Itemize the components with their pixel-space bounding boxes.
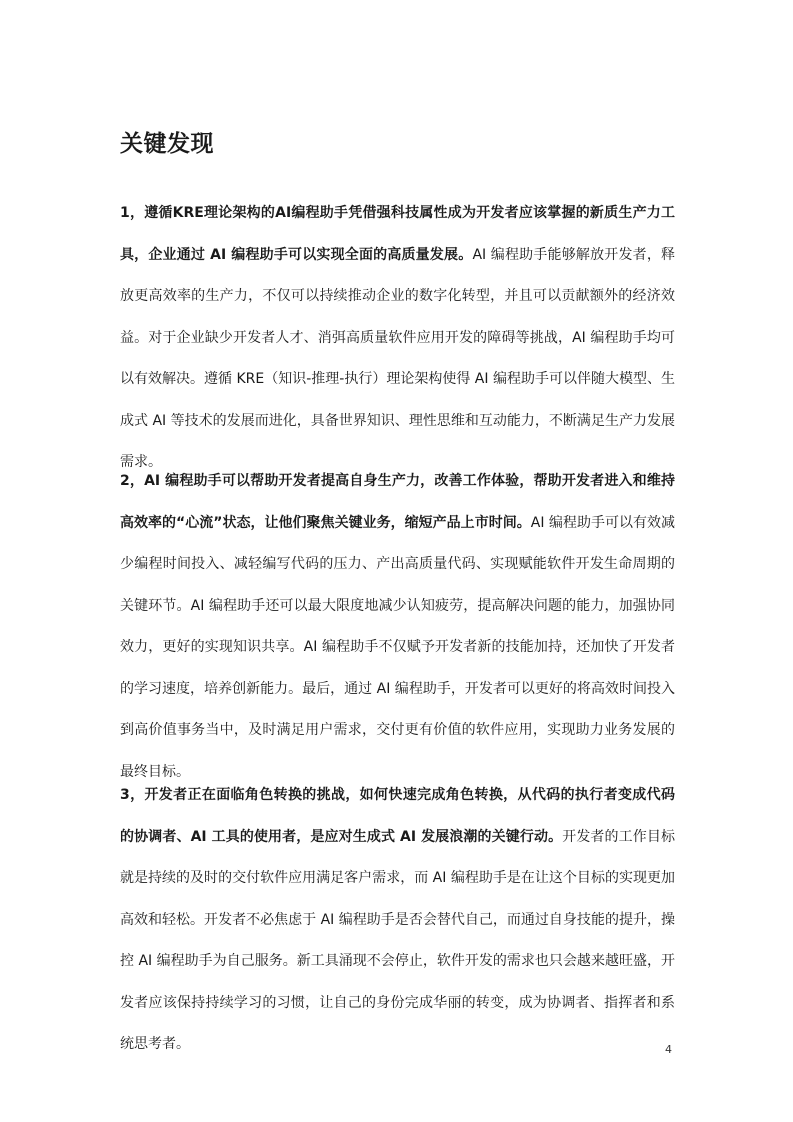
finding-number-3: 3， [120, 787, 145, 803]
finding-lead-2: AI 编程助手可以帮助开发者提高自身生产力，改善工作体验，帮助开发者进入和维持高效率的“心流”状态，让他们聚焦关键业务，缩短产品上市时间。 [120, 473, 675, 531]
finding-body-3: 开发者的工作目标就是持续的及时的交付软件应用满足客户需求，而 AI 编程助手是在让这个目标的实现更加高效和轻松。开发者不必焦虑于 AI 编程助手是否会替代自己，而通过自身技能的提升，操控 AI 编程助手为自己服务。新工具涌现不会停止，软件开发的需求也只会越来越旺盛，开发者应该保持持续学习的习惯，让自己的身份完成华丽的转变，成为协调者、指挥者和系统思考者。 [120, 828, 675, 1052]
finding-lead-3: 开发者正在面临角色转换的挑战，如何快速完成角色转换，从代码的执行者变成代码的协调者、AI 工具的使用者，是应对生成式 AI 发展浪潮的关键行动。 [120, 787, 676, 845]
finding-paragraph-3 [120, 775, 675, 1066]
finding-body-2: AI 编程助手可以有效减少编程时间投入、减轻编写代码的压力、产出高质量代码、实现赋能软件开发生命周期的关键环节。AI 编程助手还可以最大限度地减少认知疲劳，提高解决问题的能力，加强协同效力，更好的实现知识共享。AI 编程助手不仅赋予开发者新的技能加持，还加快了开发者的学习速度，培养创新能力。最后，通过 AI 编程助手，开发者可以更好的将高效时间投入到高价值事务当中，及时满足用户需求，交付更有价值的软件应用，实现助力业务发展的最终目标。 [120, 514, 676, 780]
finding-paragraph-2 [120, 461, 675, 793]
finding-number-2: 2， [120, 473, 145, 489]
page-number: 4 [665, 1043, 672, 1056]
finding-body-1: AI 编程助手能够解放开发者，释放更高效率的生产力，不仅可以持续推动企业的数字化转型，并且可以贡献额外的经济效益。对于企业缺少开发者人才、消弭高质量软件应用开发的障碍等挑战，AI 编程助手均可以有效解决。遵循 KRE（知识-推理-执行）理论架构使得 AI 编程助手可以伴随大模型、生成式 AI 等技术的发展而进化，具备世界知识、理性思维和互动能力，不断满足生产力发展需求。 [120, 246, 676, 470]
finding-number-1: 1， [120, 205, 145, 221]
finding-paragraph-1 [120, 193, 675, 484]
section-heading: 关键发现 [120, 131, 214, 157]
finding-lead-1: 遵循KRE理论架构的AI编程助手凭借强科技属性成为开发者应该掌握的新质生产力工具，企业通过 AI 编程助手可以实现全面的高质量发展。 [120, 205, 676, 263]
